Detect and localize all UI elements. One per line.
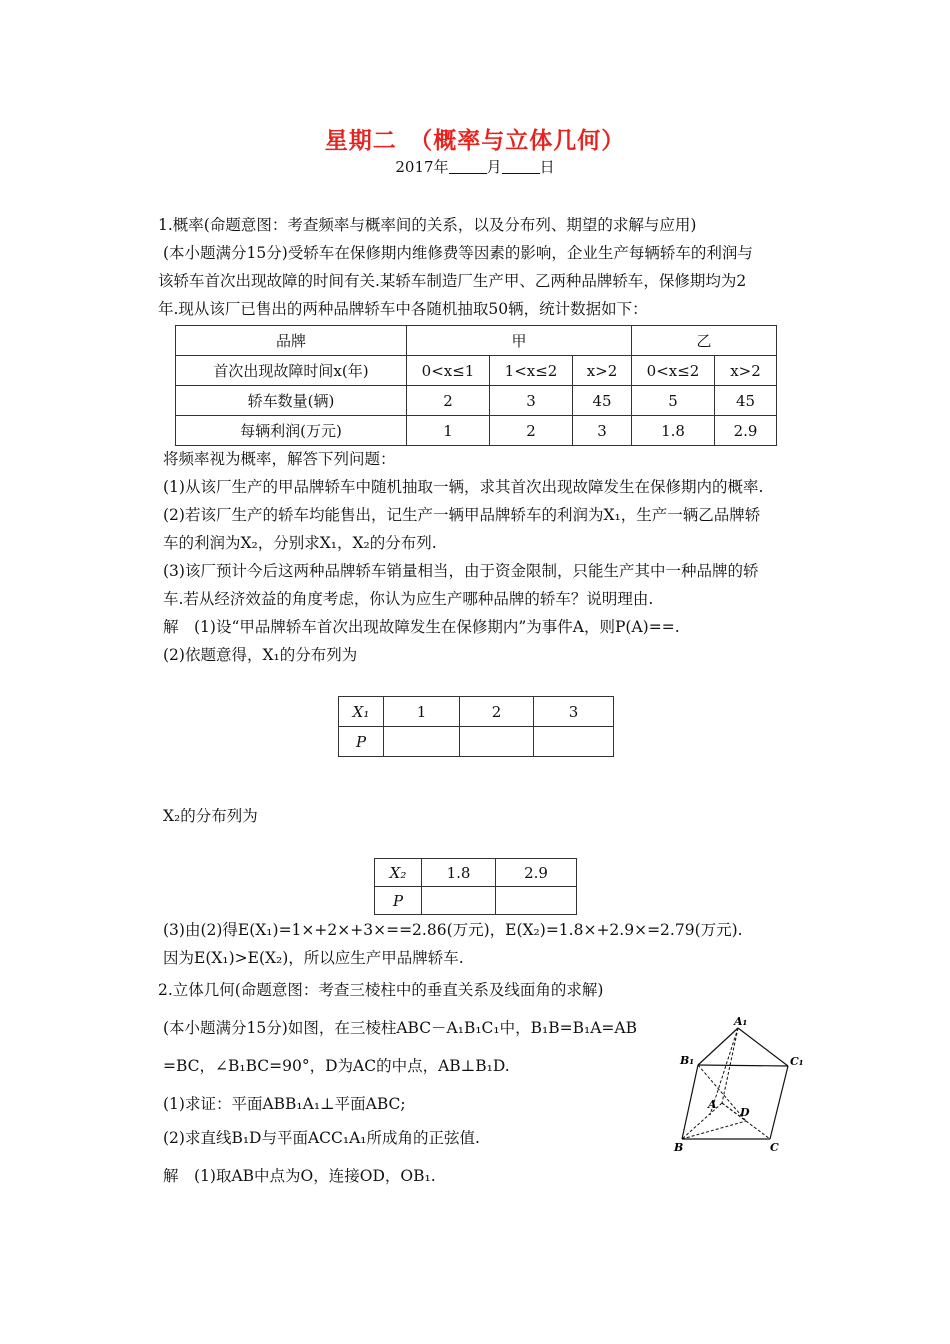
x1-p-cell xyxy=(534,727,614,757)
count-label: 轿车数量(辆) xyxy=(176,386,407,416)
q1-after-3: (2)若该厂生产的轿车均能售出，记生产一辆甲品牌轿车的利润为X₁，生产一辆乙品牌轿 xyxy=(163,506,761,524)
label-a: A xyxy=(708,1098,717,1111)
profit-cell: 2 xyxy=(490,416,573,446)
time-cell: 1<x≤2 xyxy=(490,356,573,386)
time-label: 首次出现故障时间x(年) xyxy=(176,356,407,386)
label-d: D xyxy=(740,1106,750,1119)
brand-jia: 甲 xyxy=(407,326,632,356)
x1-head: X₁ xyxy=(339,697,384,727)
q1-end-1: (3)由(2)得E(X₁)=1×+2×+3×==2.86(万元)，E(X₂)=1.8×+2.9×=2.79(万元). xyxy=(163,921,743,939)
x1-value: 3 xyxy=(534,697,614,727)
q1-after-2: (1)从该厂生产的甲品牌轿车中随机抽取一辆，求其首次出现故障发生在保修期内的概率. xyxy=(163,478,764,496)
count-cell: 45 xyxy=(573,386,632,416)
x2-p-cell xyxy=(422,887,496,915)
page-title: 星期二 （概率与立体几何） xyxy=(324,127,626,154)
triangular-prism-figure xyxy=(670,1015,810,1155)
date-month: 月 xyxy=(486,158,502,176)
count-cell: 45 xyxy=(715,386,777,416)
time-cell: 0<x≤1 xyxy=(407,356,490,386)
time-cell: 0<x≤2 xyxy=(632,356,715,386)
label-c1: C₁ xyxy=(790,1055,804,1068)
x1-value: 2 xyxy=(460,697,534,727)
x2-head: X₂ xyxy=(375,859,422,887)
q1-after-1: 将频率视为概率，解答下列问题： xyxy=(163,450,396,468)
q1-heading: 1.概率(命题意图：考查频率与概率间的关系，以及分布列、期望的求解与应用) xyxy=(158,216,697,234)
date-day: 日 xyxy=(539,158,555,176)
x1-value: 1 xyxy=(384,697,460,727)
label-b1: B₁ xyxy=(680,1054,695,1067)
date-year: 2017年 xyxy=(395,158,449,176)
q1-after-4: 车的利润为X₂，分别求X₁，X₂的分布列. xyxy=(163,534,437,552)
q1-after-6: 车.若从经济效益的角度考虑，你认为应生产哪种品牌的轿车？说明理由. xyxy=(163,590,654,608)
label-a1: A₁ xyxy=(734,1015,748,1028)
q1-after-5: (3)该厂预计今后这两种品牌轿车销量相当，由于资金限制，只能生产其中一种品牌的轿 xyxy=(163,562,759,580)
q1-end-2: 因为E(X₁)>E(X₂)，所以应生产甲品牌轿车. xyxy=(163,949,464,967)
label-c: C xyxy=(770,1141,779,1154)
x2-intro: X₂的分布列为 xyxy=(163,807,258,825)
x2-p-label: P xyxy=(375,887,422,915)
x2-p-cell xyxy=(496,887,577,915)
profit-label: 每辆利润(万元) xyxy=(176,416,407,446)
profit-cell: 2.9 xyxy=(715,416,777,446)
time-cell: x>2 xyxy=(715,356,777,386)
count-cell: 5 xyxy=(632,386,715,416)
time-cell: x>2 xyxy=(573,356,632,386)
q1-line-2: 该轿车首次出现故障的时间有关.某轿车制造厂生产甲、乙两种品牌轿车，保修期均为2 xyxy=(158,272,747,290)
x1-distribution-table xyxy=(338,696,614,757)
label-b: B xyxy=(674,1141,684,1154)
q2-line-4: (2)求直线B₁D与平面ACC₁A₁所成角的正弦值. xyxy=(163,1129,480,1147)
q2-heading: 2.立体几何(命题意图：考查三棱柱中的垂直关系及线面角的求解) xyxy=(158,981,604,999)
q1-data-table xyxy=(175,325,777,446)
q2-line-2: =BC，∠B₁BC=90°，D为AC的中点，AB⊥B₁D. xyxy=(163,1057,510,1075)
month-blank xyxy=(449,159,487,174)
brand-yi: 乙 xyxy=(632,326,777,356)
q1-line-1: (本小题满分15分)受轿车在保修期内维修费等因素的影响，企业生产每辆轿车的利润与 xyxy=(163,244,753,262)
profit-cell: 1.8 xyxy=(632,416,715,446)
profit-cell: 1 xyxy=(407,416,490,446)
x1-p-cell xyxy=(460,727,534,757)
day-blank xyxy=(502,159,540,174)
brand-label: 品牌 xyxy=(176,326,407,356)
count-cell: 3 xyxy=(490,386,573,416)
x2-value: 2.9 xyxy=(496,859,577,887)
date-line xyxy=(0,156,950,177)
q1-line-3: 年.现从该厂已售出的两种品牌轿车中各随机抽取50辆，统计数据如下： xyxy=(158,300,648,318)
q2-line-1: (本小题满分15分)如图，在三棱柱ABC－A₁B₁C₁中，B₁B=B₁A=AB xyxy=(163,1019,637,1037)
q2-line-5: 解 (1)取AB中点为O，连接OD，OB₁. xyxy=(163,1167,436,1185)
q2-line-3: (1)求证：平面ABB₁A₁⊥平面ABC; xyxy=(163,1095,406,1113)
x1-p-label: P xyxy=(339,727,384,757)
x2-distribution-table xyxy=(374,858,577,915)
q1-solution-1: 解 (1)设“甲品牌轿车首次出现故障发生在保修期内”为事件A，则P(A)==. xyxy=(163,618,680,636)
q1-solution-2: (2)依题意得，X₁的分布列为 xyxy=(163,646,358,664)
x2-value: 1.8 xyxy=(422,859,496,887)
count-cell: 2 xyxy=(407,386,490,416)
x1-p-cell xyxy=(384,727,460,757)
profit-cell: 3 xyxy=(573,416,632,446)
